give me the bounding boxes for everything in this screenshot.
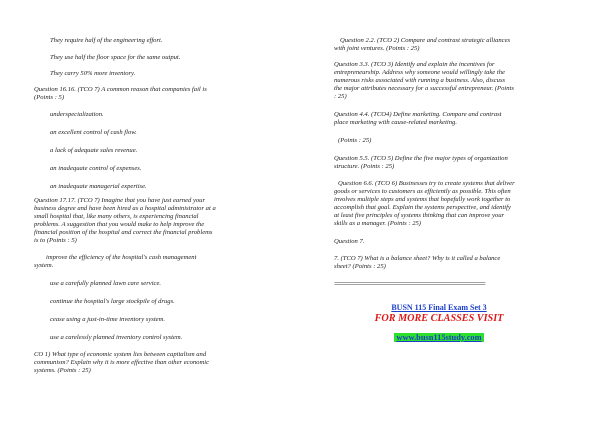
answer-option: They carry 50% more inventory. <box>50 70 136 77</box>
question-3-text: the major attributes necessary for a successful entrepreneur. (Points <box>334 85 514 92</box>
answer-option: They use half the floor space for the same output. <box>50 54 181 61</box>
question-2-text: Question 2.2. (TCO 2) Compare and contrast strategic alliances <box>340 37 511 44</box>
separator-line: ================================================= <box>334 279 485 288</box>
answer-option: an excellent control of cash flow. <box>50 129 137 136</box>
question-7-heading: Question 7. <box>334 238 365 245</box>
answer-option: system. <box>34 262 54 269</box>
question-6-text: goods or services to customers as efficiently as possible. This often <box>334 188 511 195</box>
promo-heading: FOR MORE CLASSES VISIT <box>374 313 504 324</box>
question-17-text: is to (Points : 5) <box>34 237 77 244</box>
question-7-text: sheet? (Points : 25) <box>334 263 386 270</box>
website-url-link[interactable]: www.busn115study.com <box>396 333 482 342</box>
question-17-text: business degree and have been hired as a hospital administrator at a <box>34 205 216 212</box>
answer-option: underspecialization. <box>50 111 104 118</box>
question-16-text: (Points : 5) <box>34 94 65 101</box>
question-4-text: place marketing with cause-related marketing. <box>334 119 457 126</box>
question-4-text: Question 4.4. (TCO4) Define marketing. Compare and contrast <box>334 111 502 118</box>
question-6-text: involves multiple steps and systems that hopefully work together to <box>334 196 511 203</box>
answer-option: use a carefully planned lawn care service. <box>50 280 162 287</box>
question-5-text: structure. (Points : 25) <box>334 163 395 170</box>
question-17-text: financial position of the hospital and correct the financial problems <box>34 229 213 236</box>
question-6-text: skills as a manager. (Points : 25) <box>334 220 421 227</box>
question-6-text: Question 6.6. (TCO 6) Businesses try to create systems that deliver <box>338 180 515 187</box>
question-3-text: : 25) <box>334 93 347 100</box>
answer-option: They require half of the engineering effort. <box>50 37 163 44</box>
answer-option: a lack of adequate sales revenue. <box>50 147 138 154</box>
co1-question-text: CO 1) What type of economic system lies between capitalism and <box>34 351 207 358</box>
answer-option: cease using a just-in-time inventory system. <box>50 316 165 323</box>
question-4-points: (Points : 25) <box>338 137 372 144</box>
question-2-text: with joint ventures. (Points : 25) <box>334 45 420 52</box>
answer-option: use a carelessly planned inventory control system. <box>50 334 183 341</box>
answer-option: an inadequate managerial expertise. <box>50 183 147 190</box>
exam-set-link[interactable]: BUSN 115 Final Exam Set 3 <box>391 303 487 312</box>
answer-option: continue the hospital's large stockpile of drugs. <box>50 298 175 305</box>
question-3-text: entrepreneurship. Address why someone would willingly take the <box>334 69 505 76</box>
question-5-text: Question 5.5. (TCO 5) Define the five major types of organization <box>334 155 508 162</box>
question-17-text: Question 17.17. (TCO 7) Imagine that you have just earned your <box>34 197 206 204</box>
question-3-text: numerous risks associated with running a business. Also, discuss <box>334 77 506 84</box>
question-7-text: 7. (TCO 7) What is a balance sheet? Why is it called a balance <box>334 255 501 262</box>
co1-question-text: systems. (Points : 25) <box>34 367 91 374</box>
question-6-text: accomplish that goal. Explain the systems perspective, and identify <box>334 204 511 211</box>
question-16-text: Question 16.16. (TCO 7) A common reason that companies fail is <box>34 86 207 93</box>
question-3-text: Question 3.3. (TCO 3) Identify and explain the incentives for <box>334 61 495 68</box>
question-17-text: problems. A suggestion that you would make to help improve the <box>34 221 205 228</box>
answer-option: improve the efficiency of the hospital's cash management <box>46 254 197 261</box>
co1-question-text: communism? Explain why it is more effective than other economic <box>34 359 209 366</box>
question-6-text: at least five principles of systems thinking that can improve your <box>334 212 505 219</box>
answer-option: an inadequate control of expenses. <box>50 165 142 172</box>
website-url-wrap <box>334 333 544 342</box>
question-17-text: small hospital that, like many others, is experiencing financial <box>34 213 199 220</box>
